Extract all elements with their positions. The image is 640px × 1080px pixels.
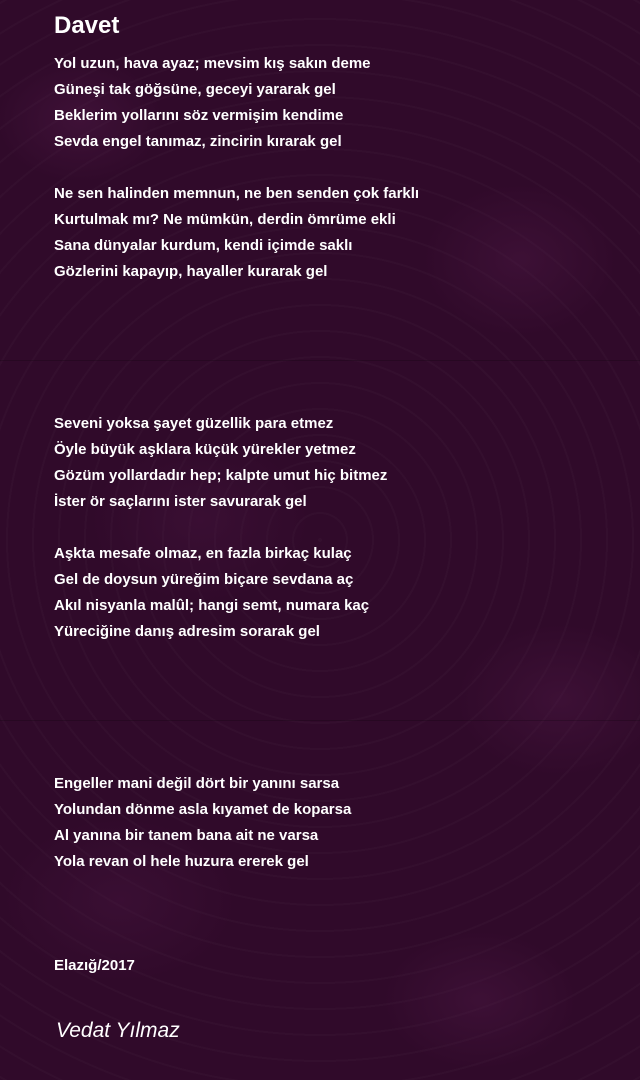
poem-line: Akıl nisyanla malûl; hangi semt, numara kaç xyxy=(54,597,370,614)
poem-line: Gözüm yollardadır hep; kalpte umut hiç bitmez xyxy=(54,467,388,484)
section-divider xyxy=(0,360,640,361)
author-name: Vedat Yılmaz xyxy=(56,1019,180,1042)
poem-line: Sana dünyalar kurdum, kendi içimde saklı xyxy=(54,237,353,254)
poem-line: Öyle büyük aşklara küçük yürekler yetmez xyxy=(54,441,356,458)
place-date: Elazığ/2017 xyxy=(54,957,135,974)
stanza-1 xyxy=(54,51,371,155)
poem-line: Yol uzun, hava ayaz; mevsim kış sakın deme xyxy=(54,55,371,72)
poem-line: Seveni yoksa şayet güzellik para etmez xyxy=(54,415,334,432)
stanza-3 xyxy=(54,411,387,515)
poem-line: Aşkta mesafe olmaz, en fazla birkaç kulaç xyxy=(54,545,352,562)
poem-line: Sevda engel tanımaz, zincirin kırarak gel xyxy=(54,133,342,150)
poem-line: Yüreciğine danış adresim sorarak gel xyxy=(54,623,320,640)
poem-line: Beklerim yollarını söz vermişim kendime xyxy=(54,107,344,124)
poem-line: Gözlerini kapayıp, hayaller kurarak gel xyxy=(54,263,328,280)
poem-line: Güneşi tak göğsüne, geceyi yararak gel xyxy=(54,81,336,98)
stanza-4 xyxy=(54,541,369,645)
poem-line: İster ör saçlarını ister savurarak gel xyxy=(54,493,307,510)
poem-line: Engeller mani değil dört bir yanını sarsa xyxy=(54,775,340,792)
poem-line: Yolundan dönme asla kıyamet de koparsa xyxy=(54,801,352,818)
poem-line: Ne sen halinden memnun, ne ben senden çok farklı xyxy=(54,185,420,202)
section-divider xyxy=(0,720,640,721)
poem-line: Yola revan ol hele huzura ererek gel xyxy=(54,853,309,870)
stanza-5 xyxy=(54,771,351,875)
poem-line: Gel de doysun yüreğim biçare sevdana aç xyxy=(54,571,354,588)
stanza-2 xyxy=(54,181,419,285)
poem-line: Al yanına bir tanem bana ait ne varsa xyxy=(54,827,319,844)
poem-title: Davet xyxy=(54,12,120,39)
poem-line: Kurtulmak mı? Ne mümkün, derdin ömrüme ekli xyxy=(54,211,396,228)
